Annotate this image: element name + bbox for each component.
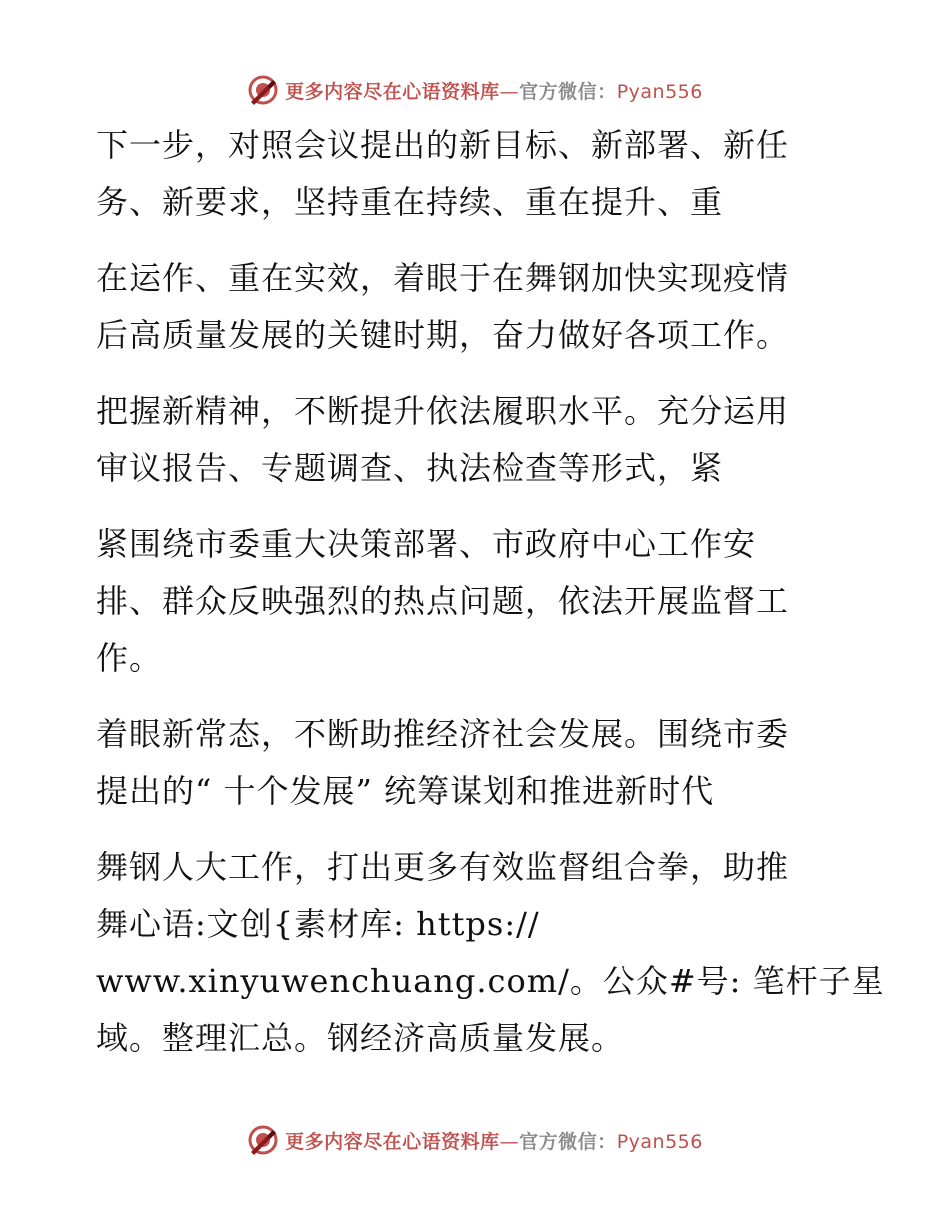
footer-wechat-id: Pyan556 (616, 1130, 703, 1153)
text-line-6: 审议报告、专题调查、执法检查等形式，紧 (96, 449, 724, 487)
pen-logo-icon (247, 74, 279, 106)
header-dash: — (499, 80, 520, 103)
text-line-14: www.xinyuwenchuang.com/。公众#号: 笔杆子星 (96, 962, 885, 1000)
text-line-13: 舞心语:文创{素材库: https:// (96, 905, 540, 943)
text-line-1: 下一步，对照会议提出的新目标、新部署、新任 (96, 126, 790, 164)
header-banner (0, 70, 950, 110)
header-wechat-label: 官方微信： (519, 80, 617, 103)
header-wechat-id: Pyan556 (616, 80, 703, 103)
text-line-12: 舞钢人大工作，打出更多有效监督组合拳，助推 (96, 848, 790, 886)
footer-dash: — (499, 1130, 520, 1153)
header-banner-inner (247, 74, 703, 106)
text-line-9: 作。 (96, 639, 163, 677)
text-line-2: 务、新要求，坚持重在持续、重在提升、重 (96, 183, 724, 221)
pen-logo-icon (247, 1124, 279, 1156)
text-line-3: 在运作、重在实效，着眼于在舞钢加快实现疫情 (96, 259, 790, 297)
text-line-4: 后高质量发展的关键时期，奋力做好各项工作。 (96, 316, 790, 354)
text-line-8: 排、群众反映强烈的热点问题，依法开展监督工 (96, 582, 790, 620)
text-line-7: 紧围绕市委重大决策部署、市政府中心工作安 (96, 525, 757, 563)
footer-banner-inner (247, 1124, 703, 1156)
text-line-15: 域。整理汇总。钢经济高质量发展。 (96, 1019, 625, 1057)
header-library-text: 更多内容尽在心语资料库 (285, 80, 500, 103)
footer-library-text: 更多内容尽在心语资料库 (285, 1130, 500, 1153)
text-line-5: 把握新精神，不断提升依法履职水平。充分运用 (96, 392, 790, 430)
footer-wechat-label: 官方微信： (519, 1130, 617, 1153)
text-line-11: 提出的“ 十个发展” 统筹谋划和推进新时代 (96, 772, 715, 810)
footer-banner (0, 1120, 950, 1160)
text-line-10: 着眼新常态，不断助推经济社会发展。围绕市委 (96, 715, 790, 753)
